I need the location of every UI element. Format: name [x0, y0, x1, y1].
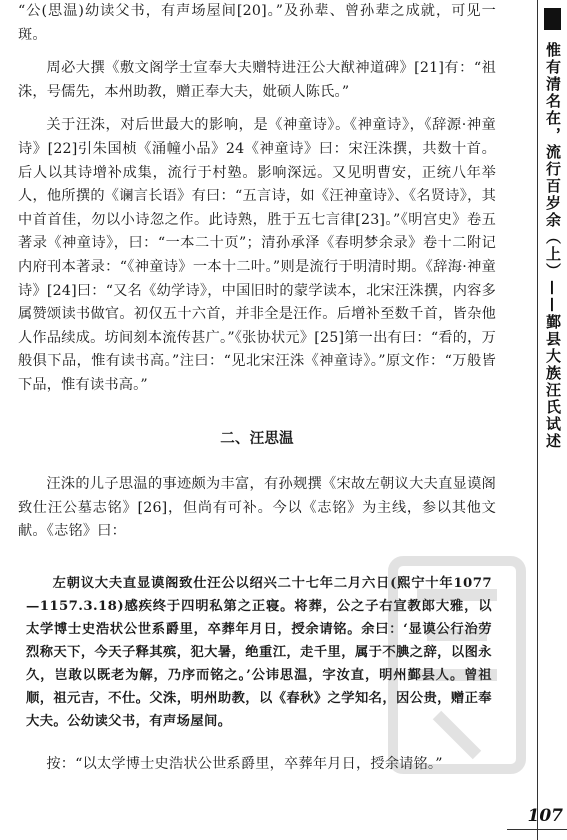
- paragraph-continuation: “公(思温)幼读父书，有声场屋间[20]。”及孙辈、曾孙辈之成就，可见一斑。: [18, 3, 496, 43]
- page-number: 107: [527, 806, 563, 826]
- sidebar-rule: [537, 0, 538, 840]
- page-number-rule: [507, 829, 567, 830]
- paragraph-note: 按：“以太学博士史浩状公世系爵里，卒葬年月日，授余请铭。”: [46, 755, 443, 772]
- running-sidebar: [533, 0, 567, 840]
- epitaph-quote: 左朝议大夫直显谟阁致仕汪公以绍兴二十七年二月六日(熙宁十年1077—1157.3.18)感疾终于四明私第之正寝。将葬，公之子右宣教郎大雅，以太学博士史浩状公世系爵里，卒葬年月日，授余请铭。余曰：‘显谟公行治劳烈称天下，今天子释其殡，犯大暑，绝重江，走千里，属于不腆之辞，以图永久，岂敢以既老为解，乃序而铭之。’公讳思温，字汝直，明州鄞县人。曾祖顺，祖元吉，不仕。父洙，明州助教，以《春秋》之学知名，因公贵，赠正奉大夫。公幼读父书，有声场屋间。: [26, 575, 492, 729]
- paragraph-zhou-bida: 周必大撰《敷文阁学士宣奉大夫赠特进汪公大猷神道碑》[21]有：“祖洙，号儒先，本州助教，赠正奉大夫，妣硕人陈氏。”: [18, 60, 496, 100]
- sidebar-marker-block: [544, 8, 561, 30]
- paragraph-shentong-shi: 关于汪洙，对后世最大的影响，是《神童诗》。《神童诗》，《辞源·神童诗》[22]引朱国桢《涌幢小品》24《神童诗》曰：宋汪洙撰，共数十首。后人以其诗增补成集，流行于村塾。影响深远。又见明曹安，正统八年举人，他所撰的《谰言长语》有曰：“五言诗，如《汪神童诗》、《名贤诗》，其中首首佳，勿以小诗忽之作。此诗熟，胜于五七言律[23]。”《明宫史》卷五著录《神童诗》，曰：“一本二十页”；清孙承泽《春明梦余录》卷十二附记内府刊本著录：“《神童诗》一本十二叶。”则是流行于明清时期。《辞海·神童诗》[24]曰：“又名《幼学诗》，中国旧时的蒙学读本，北宋汪洙撰，内容多属赞颂读书做官。初仅五十六首，并非全是汪作。后增补至数千首，皆杂他人作品续成。坊间刻本流传甚广。”《张协状元》[25]第一出有曰：“看的，万般俱下品，惟有读书高。”注曰：“见北宋汪洙《神童诗》。”原文作：“万般皆下品，惟有读书高。”: [18, 117, 496, 393]
- paragraph-wang-siwen: 汪洙的儿子思温的事迹颇为丰富，有孙觌撰《宋故左朝议大夫直显谟阁致仕汪公墓志铭》[26]，但尚有可补。今以《志铭》为主线，参以其他文献。《志铭》曰：: [18, 476, 496, 540]
- section-heading: 二、汪思温: [220, 430, 294, 447]
- running-title: 惟有清名在，流行百岁余（上）——鄞县大族汪氏试述: [544, 42, 562, 450]
- main-text-column: [18, 0, 496, 776]
